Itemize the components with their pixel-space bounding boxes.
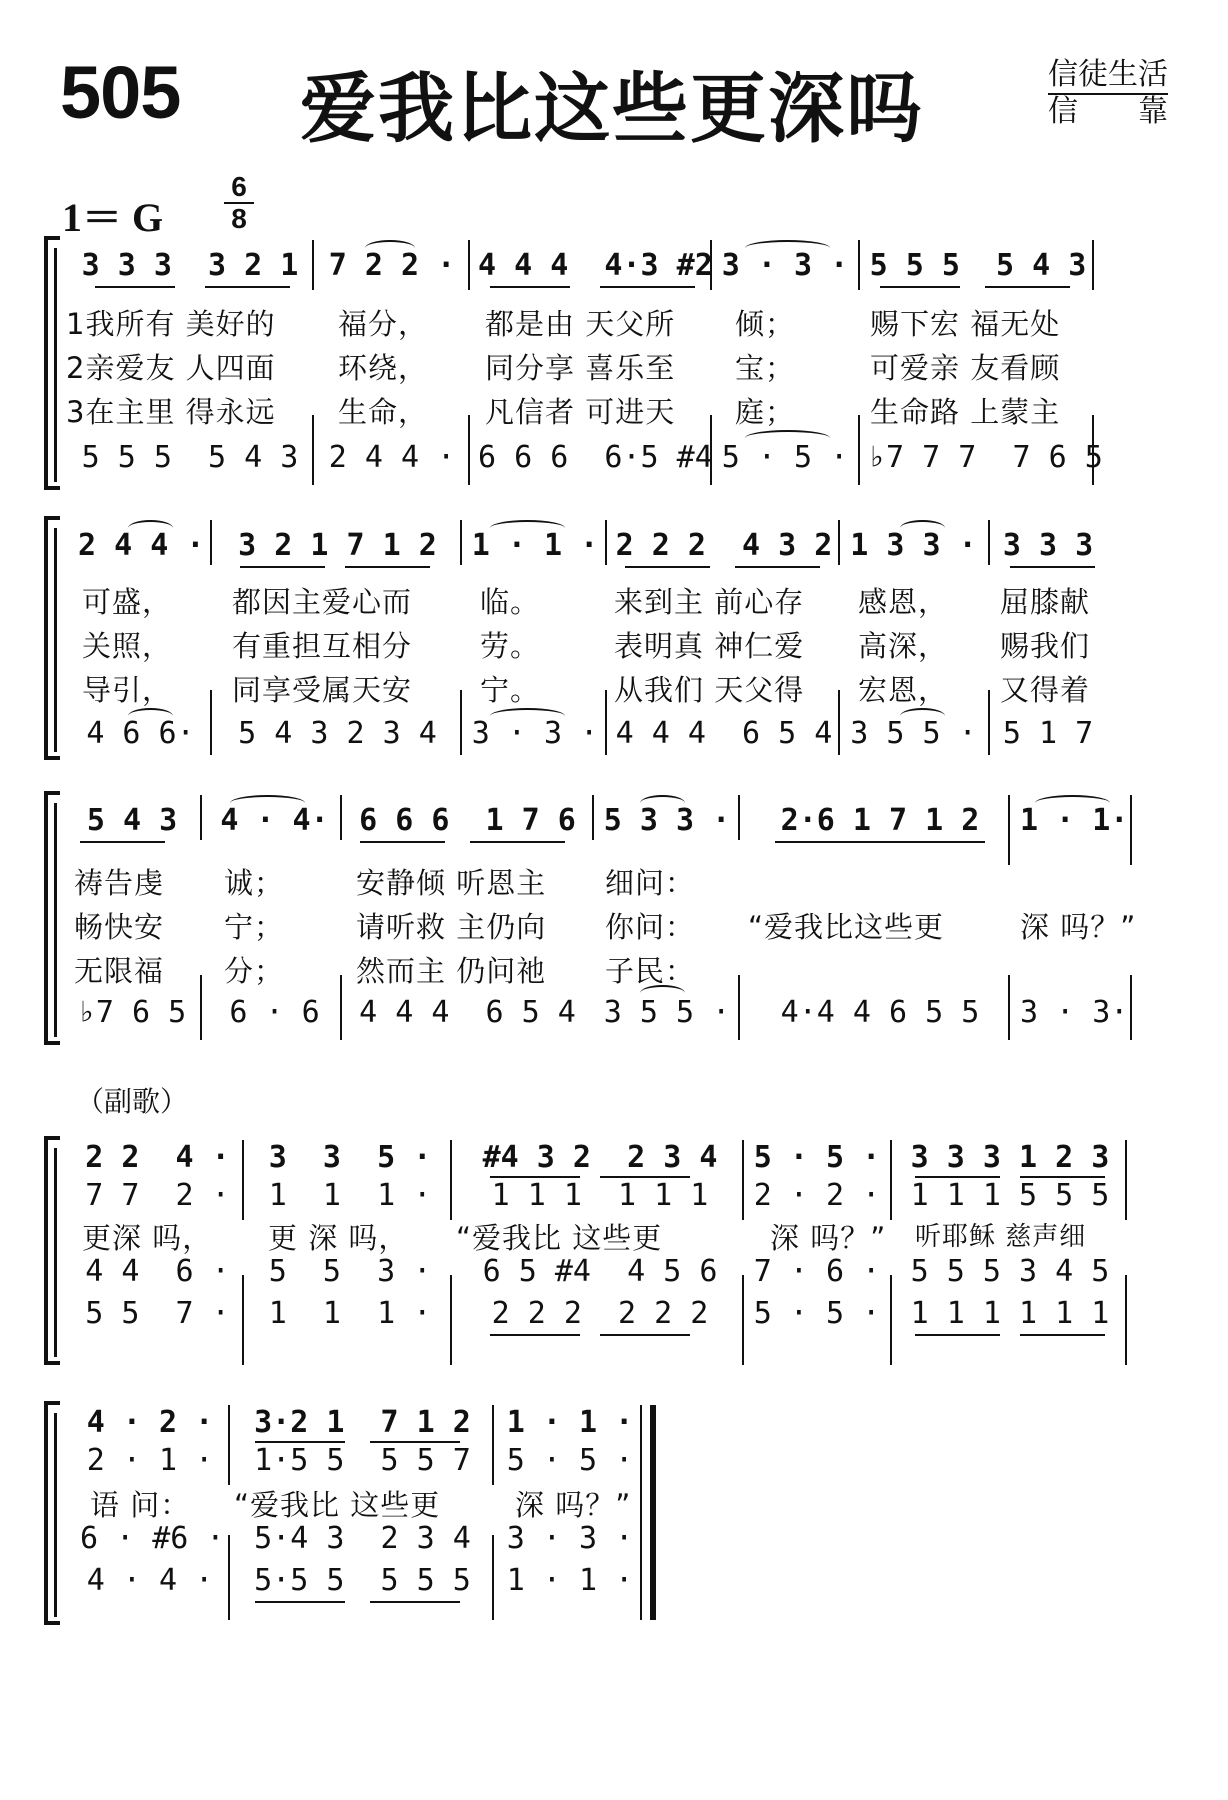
alto-measure-3: 1 1 1 1 1 1 bbox=[491, 1178, 709, 1213]
lyric-segment: 同分享 喜乐至 bbox=[485, 351, 676, 385]
soprano-measure-3: #4 3 2 2 3 4 bbox=[482, 1140, 718, 1175]
brace-end bbox=[44, 1621, 60, 1625]
hymn-title: 爱我比这些更深吗 bbox=[300, 64, 924, 153]
tie bbox=[640, 985, 685, 1001]
bass-measure-1: 5 5 5 5 4 3 bbox=[81, 440, 299, 475]
brace-end bbox=[44, 1361, 60, 1365]
melody-measure-2: 4 · 4· bbox=[220, 803, 329, 838]
bass-measure-2: 2 4 4 · bbox=[328, 440, 456, 475]
alto-measure-1: 2 · 1 · bbox=[86, 1443, 214, 1478]
lyric-segment: “爱我比这些更 bbox=[748, 910, 945, 944]
lyric-segment: 更深 吗， bbox=[82, 1221, 213, 1255]
tenor-row bbox=[0, 1521, 1200, 1561]
refrain-lyric-row bbox=[0, 1216, 1200, 1256]
soprano-measure-3: 1 · 1 · bbox=[506, 1405, 634, 1440]
beam bbox=[600, 286, 695, 288]
lyric-segment: 临。 bbox=[480, 585, 541, 619]
lyric-row-2 bbox=[0, 905, 1200, 945]
tie bbox=[900, 708, 945, 724]
tie bbox=[900, 520, 945, 536]
beam bbox=[1010, 566, 1095, 568]
bass-measure-6: 3 · 3· bbox=[1020, 995, 1129, 1030]
beam bbox=[490, 1334, 580, 1336]
lyric-segment: 祷告虔 bbox=[74, 866, 165, 900]
bass-measure-3: 3 · 3 · bbox=[471, 716, 599, 751]
category-line-1: 信徒生活 bbox=[1048, 58, 1168, 95]
key-time-signature bbox=[62, 172, 362, 242]
bass-measure-6: 5 1 7 bbox=[1002, 716, 1094, 751]
category-line-2: 信靠 bbox=[1048, 94, 1228, 129]
bass-measure-4: 5 · 5 · bbox=[721, 440, 849, 475]
lyric-segment: 语 问： bbox=[90, 1488, 191, 1522]
melody-measure-6: 1 · 1· bbox=[1020, 803, 1129, 838]
melody-row bbox=[0, 528, 1200, 568]
tie bbox=[640, 795, 685, 811]
verse-system-3 bbox=[0, 795, 1200, 1045]
beam bbox=[880, 286, 960, 288]
lyric-row-1 bbox=[0, 861, 1200, 901]
melody-measure-5: 1 3 3 · bbox=[850, 528, 977, 563]
tenor-measure-5: 5 5 5 3 4 5 bbox=[910, 1254, 1110, 1289]
beam bbox=[600, 1176, 690, 1178]
bass-measure-5: 4·4 4 6 5 5 bbox=[780, 995, 980, 1030]
lyric-segment: 有重担互相分 bbox=[232, 629, 413, 663]
tie bbox=[128, 520, 173, 536]
lyric-segment: 分； bbox=[224, 954, 285, 988]
lyric-row-1 bbox=[0, 302, 1200, 342]
lyric-segment: 宏恩， bbox=[858, 673, 949, 707]
bass-measure-1: ♭7 6 5 bbox=[77, 995, 187, 1030]
lyric-segment: 无限福 bbox=[74, 954, 165, 988]
lyric-segment: 1我所有 美好的 bbox=[66, 307, 276, 341]
bass-measure-1: 4 6 6· bbox=[86, 716, 195, 751]
beam bbox=[985, 286, 1070, 288]
lyric-segment: 感恩， bbox=[858, 585, 949, 619]
tie bbox=[490, 708, 565, 724]
refrain-system-2 bbox=[0, 1405, 1200, 1625]
lyric-segment: 2亲爱友 人四面 bbox=[66, 351, 276, 385]
lyric-segment: 倾； bbox=[735, 307, 796, 341]
refrain-lyric-row bbox=[0, 1483, 1200, 1523]
bass-row bbox=[0, 995, 1200, 1035]
alto-measure-2: 1·5 5 5 5 7 bbox=[254, 1443, 471, 1478]
tenor-measure-3: 3 · 3 · bbox=[506, 1521, 634, 1556]
beam bbox=[470, 841, 565, 843]
lyric-row-1 bbox=[0, 580, 1200, 620]
bass-measure-2: 1 1 1 · bbox=[268, 1296, 432, 1331]
tie bbox=[230, 795, 305, 811]
bass-row bbox=[0, 440, 1200, 480]
lyric-segment: 来到主 前心存 bbox=[614, 585, 805, 619]
verse-system-1 bbox=[0, 240, 1200, 490]
melody-measure-2: 7 2 2 · bbox=[328, 248, 456, 283]
lyric-segment: 细问： bbox=[605, 866, 696, 900]
alto-measure-5: 1 1 1 5 5 5 bbox=[910, 1178, 1110, 1213]
lyric-row-3 bbox=[0, 668, 1200, 708]
lyric-segment: 屈膝献 bbox=[1000, 585, 1091, 619]
lyric-segment: 赐我们 bbox=[1000, 629, 1091, 663]
verse-system-2 bbox=[0, 520, 1200, 760]
beam bbox=[255, 1441, 345, 1443]
alto-row bbox=[0, 1443, 1200, 1483]
bass-measure-5: 1 1 1 1 1 1 bbox=[910, 1296, 1110, 1331]
alto-measure-4: 2 · 2 · bbox=[753, 1178, 881, 1213]
hymn-number: 505 bbox=[60, 51, 181, 134]
lyric-segment: 高深， bbox=[858, 629, 949, 663]
time-signature-bottom: 8 bbox=[231, 203, 247, 234]
refrain-system-1 bbox=[0, 1140, 1200, 1365]
soprano-measure-2: 3 3 5 · bbox=[268, 1140, 432, 1175]
melody-measure-1: 2 4 4 · bbox=[78, 528, 205, 563]
melody-measure-4: 3 · 3 · bbox=[721, 248, 849, 283]
tie bbox=[745, 430, 830, 446]
lyric-segment: 关照， bbox=[82, 629, 173, 663]
lyric-segment: 同享受属天安 bbox=[232, 673, 413, 707]
brace-end bbox=[44, 756, 60, 760]
lyric-segment: 庭； bbox=[735, 395, 796, 429]
beam bbox=[625, 566, 710, 568]
lyric-segment: 听耶稣 慈声细 bbox=[915, 1222, 1087, 1252]
melody-measure-3: 1 · 1 · bbox=[471, 528, 599, 563]
beam bbox=[490, 1176, 580, 1178]
bass-measure-1: 4 · 4 · bbox=[86, 1563, 214, 1598]
tenor-row bbox=[0, 1254, 1200, 1294]
bass-measure-3: 6 6 6 6·5 #4 bbox=[478, 440, 713, 475]
soprano-measure-2: 3·2 1 7 1 2 bbox=[254, 1405, 471, 1440]
lyric-segment: 劳。 bbox=[480, 629, 541, 663]
lyric-segment: 安静倾 听恩主 bbox=[356, 866, 547, 900]
tenor-measure-4: 7 · 6 · bbox=[753, 1254, 881, 1289]
lyric-segment: 表明真 神仁爱 bbox=[614, 629, 805, 663]
soprano-measure-1: 4 · 2 · bbox=[86, 1405, 214, 1440]
beam bbox=[370, 1441, 460, 1443]
tenor-measure-3: 6 5 #4 4 5 6 bbox=[482, 1254, 718, 1289]
refrain-label: （副歌） bbox=[76, 1085, 189, 1118]
beam bbox=[360, 841, 445, 843]
soprano-row bbox=[0, 1405, 1200, 1445]
lyric-segment: 畅快安 bbox=[74, 910, 165, 944]
lyric-segment: “爱我比 这些更 bbox=[456, 1221, 663, 1255]
soprano-measure-1: 2 2 4 · bbox=[85, 1140, 230, 1175]
tenor-measure-2: 5·4 3 2 3 4 bbox=[254, 1521, 471, 1556]
beam bbox=[95, 286, 175, 288]
melody-measure-3: 6 6 6 1 7 6 bbox=[359, 803, 576, 838]
lyric-segment: 子民： bbox=[605, 954, 696, 988]
bass-measure-3: 1 · 1 · bbox=[506, 1563, 634, 1598]
lyric-row-2 bbox=[0, 346, 1200, 386]
lyric-row-2 bbox=[0, 624, 1200, 664]
beam bbox=[1020, 1334, 1105, 1336]
hymn-header bbox=[0, 0, 1228, 170]
melody-measure-1: 5 4 3 bbox=[86, 803, 178, 838]
lyric-segment: 宝； bbox=[735, 351, 796, 385]
lyric-segment: 导引， bbox=[82, 673, 173, 707]
melody-measure-4: 5 3 3 · bbox=[603, 803, 731, 838]
bass-measure-4: 5 · 5 · bbox=[753, 1296, 881, 1331]
lyric-segment: 环绕， bbox=[338, 351, 429, 385]
beam bbox=[735, 566, 820, 568]
melody-measure-4: 2 2 2 4 3 2 bbox=[615, 528, 833, 563]
bass-measure-3: 2 2 2 2 2 2 bbox=[491, 1296, 709, 1331]
beam bbox=[915, 1334, 1000, 1336]
lyric-segment: 福分， bbox=[338, 307, 429, 341]
bass-measure-2: 5 4 3 2 3 4 bbox=[238, 716, 437, 751]
bass-row bbox=[0, 1296, 1200, 1336]
beam bbox=[600, 1334, 690, 1336]
melody-row bbox=[0, 803, 1200, 843]
lyric-segment: 可盛， bbox=[82, 585, 173, 619]
melody-measure-3: 4 4 4 4·3 #2 bbox=[478, 248, 713, 283]
soprano-measure-5: 3 3 3 1 2 3 bbox=[910, 1140, 1110, 1175]
hymn-category bbox=[1048, 57, 1228, 129]
beam bbox=[240, 566, 325, 568]
lyric-segment: 你问： bbox=[605, 910, 696, 944]
melody-measure-6: 3 3 3 bbox=[1002, 528, 1094, 563]
lyric-segment: 又得着 bbox=[1000, 673, 1091, 707]
tie bbox=[490, 520, 565, 536]
tenor-measure-2: 5 5 3 · bbox=[268, 1254, 432, 1289]
lyric-segment: 宁； bbox=[224, 910, 285, 944]
lyric-row-3 bbox=[0, 390, 1200, 430]
alto-row bbox=[0, 1178, 1200, 1218]
melody-measure-5: 5 5 5 5 4 3 bbox=[869, 248, 1087, 283]
lyric-segment: 3在主里 得永远 bbox=[66, 395, 276, 429]
beam bbox=[205, 286, 290, 288]
bass-measure-5: ♭7 7 7 7 6 5 bbox=[868, 440, 1103, 475]
melody-measure-5: 2·6 1 7 1 2 bbox=[780, 803, 980, 838]
tie bbox=[365, 240, 415, 256]
time-signature-top: 6 bbox=[224, 172, 254, 204]
lyric-segment: 更 深 吗， bbox=[268, 1221, 409, 1255]
alto-measure-1: 7 7 2 · bbox=[85, 1178, 230, 1213]
lyric-segment: 深 吗？” bbox=[770, 1221, 887, 1255]
bass-measure-2: 5·5 5 5 5 5 bbox=[254, 1563, 471, 1598]
bass-measure-4: 3 5 5 · bbox=[603, 995, 731, 1030]
beam bbox=[775, 841, 985, 843]
lyric-segment: 生命路 上蒙主 bbox=[870, 395, 1061, 429]
bass-measure-4: 4 4 4 6 5 4 bbox=[615, 716, 833, 751]
tenor-measure-1: 6 · #6 · bbox=[80, 1521, 225, 1556]
alto-measure-2: 1 1 1 · bbox=[268, 1178, 432, 1213]
beam bbox=[915, 1176, 1000, 1178]
bass-row bbox=[0, 716, 1200, 756]
soprano-row bbox=[0, 1140, 1200, 1180]
bass-row bbox=[0, 1563, 1200, 1603]
beam bbox=[370, 1601, 460, 1603]
melody-row bbox=[0, 248, 1200, 288]
bass-measure-3: 4 4 4 6 5 4 bbox=[359, 995, 576, 1030]
brace-end bbox=[44, 486, 60, 490]
lyric-segment: 可爱亲 友看顾 bbox=[870, 351, 1061, 385]
lyric-row-3 bbox=[0, 949, 1200, 989]
lyric-segment: 赐下宏 福无处 bbox=[870, 307, 1061, 341]
beam bbox=[345, 566, 430, 568]
lyric-segment: 请听救 主仍向 bbox=[356, 910, 547, 944]
key-signature: 1＝ G bbox=[62, 195, 164, 240]
tie bbox=[128, 708, 173, 724]
alto-measure-3: 5 · 5 · bbox=[506, 1443, 634, 1478]
lyric-segment: 宁。 bbox=[480, 673, 541, 707]
bass-measure-5: 3 5 5 · bbox=[850, 716, 977, 751]
tie bbox=[1035, 795, 1110, 811]
melody-measure-2: 3 2 1 7 1 2 bbox=[238, 528, 437, 563]
lyric-segment: 生命， bbox=[338, 395, 429, 429]
tenor-measure-1: 4 4 6 · bbox=[85, 1254, 230, 1289]
soprano-measure-4: 5 · 5 · bbox=[753, 1140, 881, 1175]
lyric-segment: 都是由 天父所 bbox=[485, 307, 676, 341]
brace-end bbox=[44, 1041, 60, 1045]
beam bbox=[255, 1601, 345, 1603]
lyric-segment: 从我们 天父得 bbox=[614, 673, 805, 707]
bass-measure-1: 5 5 7 · bbox=[85, 1296, 230, 1331]
lyric-segment: 深 吗？” bbox=[1020, 910, 1137, 944]
lyric-segment: 深 吗？” bbox=[515, 1488, 632, 1522]
lyric-segment: 凡信者 可进天 bbox=[485, 395, 676, 429]
lyric-segment: 然而主 仍问祂 bbox=[356, 954, 547, 988]
beam bbox=[80, 841, 165, 843]
lyric-segment: 诚； bbox=[224, 866, 285, 900]
beam bbox=[490, 286, 570, 288]
melody-measure-1: 3 3 3 3 2 1 bbox=[81, 248, 299, 283]
bass-measure-2: 6 · 6 bbox=[229, 995, 320, 1030]
time-signature bbox=[224, 172, 254, 234]
lyric-segment: 都因主爱心而 bbox=[232, 585, 413, 619]
beam bbox=[1020, 1176, 1105, 1178]
lyric-segment: “爱我比 这些更 bbox=[234, 1488, 441, 1522]
tie bbox=[745, 240, 830, 256]
